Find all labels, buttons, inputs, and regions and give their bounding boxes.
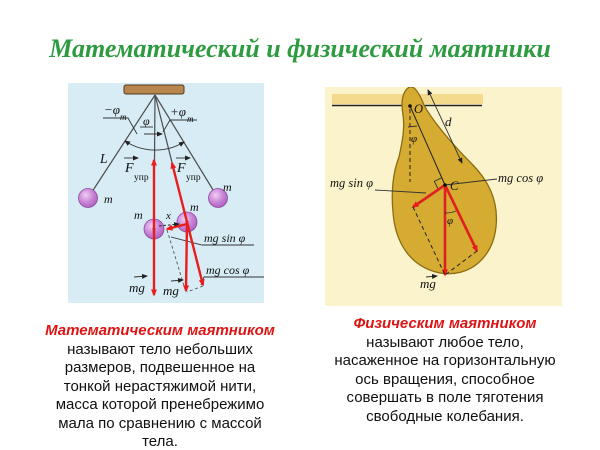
physical-definition-body: называют любое тело, насаженное на горизонтальную ось вращения, способное совершать в поле тяготения свободные колебания.: [334, 333, 556, 425]
mg-cos-leader: [201, 277, 264, 285]
weight-label: mg: [129, 280, 145, 295]
elastic-force-label: F: [125, 161, 134, 176]
page-title: Математический и физический маятники: [49, 34, 551, 63]
mathematical-pendulum-diagram: [68, 83, 264, 303]
angle-label: φ: [447, 215, 454, 227]
mathematical-definition-body: называют тело небольших размеров, подвешенное на тонкой нерастяжимой нити, масса которой пренебрежимо мала по сравнению с массой тела.: [55, 340, 265, 450]
elastic-force-sub-label: упр: [134, 173, 149, 183]
displacement-label: x: [166, 210, 171, 222]
mg-sin-label: mg sin φ: [330, 176, 374, 190]
mg-cos-component-arrow: [187, 222, 203, 285]
mass-label: m: [104, 192, 113, 206]
mg-sin-label: mg sin φ: [204, 231, 246, 245]
bob-left-extreme: [79, 189, 98, 208]
pivot-point: [408, 104, 412, 108]
mg-cos-label: mg cos φ: [498, 171, 544, 185]
elastic-force-label: F: [177, 161, 186, 176]
angle-label: φ: [411, 133, 418, 145]
angle-label: φ: [143, 114, 150, 128]
weight-label: mg: [420, 276, 436, 291]
weight-label: mg: [163, 283, 179, 298]
vector-hat: [134, 276, 147, 277]
mg-cos-label: mg cos φ: [206, 263, 250, 277]
physical-pendulum-panel: [325, 87, 562, 306]
distance-label: d: [445, 114, 452, 129]
pivot-label: O: [414, 102, 424, 116]
vector-hat: [171, 280, 183, 281]
physical-definition-heading: Физическим маятником: [353, 315, 537, 332]
mathematical-pendulum-panel: [68, 83, 264, 303]
amplitude-sub-label: m: [187, 114, 194, 124]
support-bar: [124, 85, 184, 94]
elastic-force-sub-label: упр: [186, 173, 201, 183]
amplitude-sub-label: m: [120, 112, 127, 122]
mathematical-definition-heading: Математическим маятником: [45, 322, 275, 339]
mass-label: m: [134, 208, 143, 222]
amplitude-plus-label: +φ: [170, 104, 186, 119]
physical-pendulum-diagram: [325, 87, 562, 306]
mathematical-definition: [42, 322, 278, 450]
mass-label: m: [190, 200, 199, 214]
center-of-mass-label: C: [450, 179, 459, 193]
parallelogram-dash: [187, 286, 203, 292]
center-of-mass-point: [443, 183, 447, 187]
gravity-arrow-current: [186, 222, 187, 291]
length-label: L: [100, 151, 108, 166]
amplitude-minus-label: −φ: [104, 102, 120, 117]
physical-definition: [325, 315, 565, 426]
mass-label: m: [223, 180, 232, 194]
